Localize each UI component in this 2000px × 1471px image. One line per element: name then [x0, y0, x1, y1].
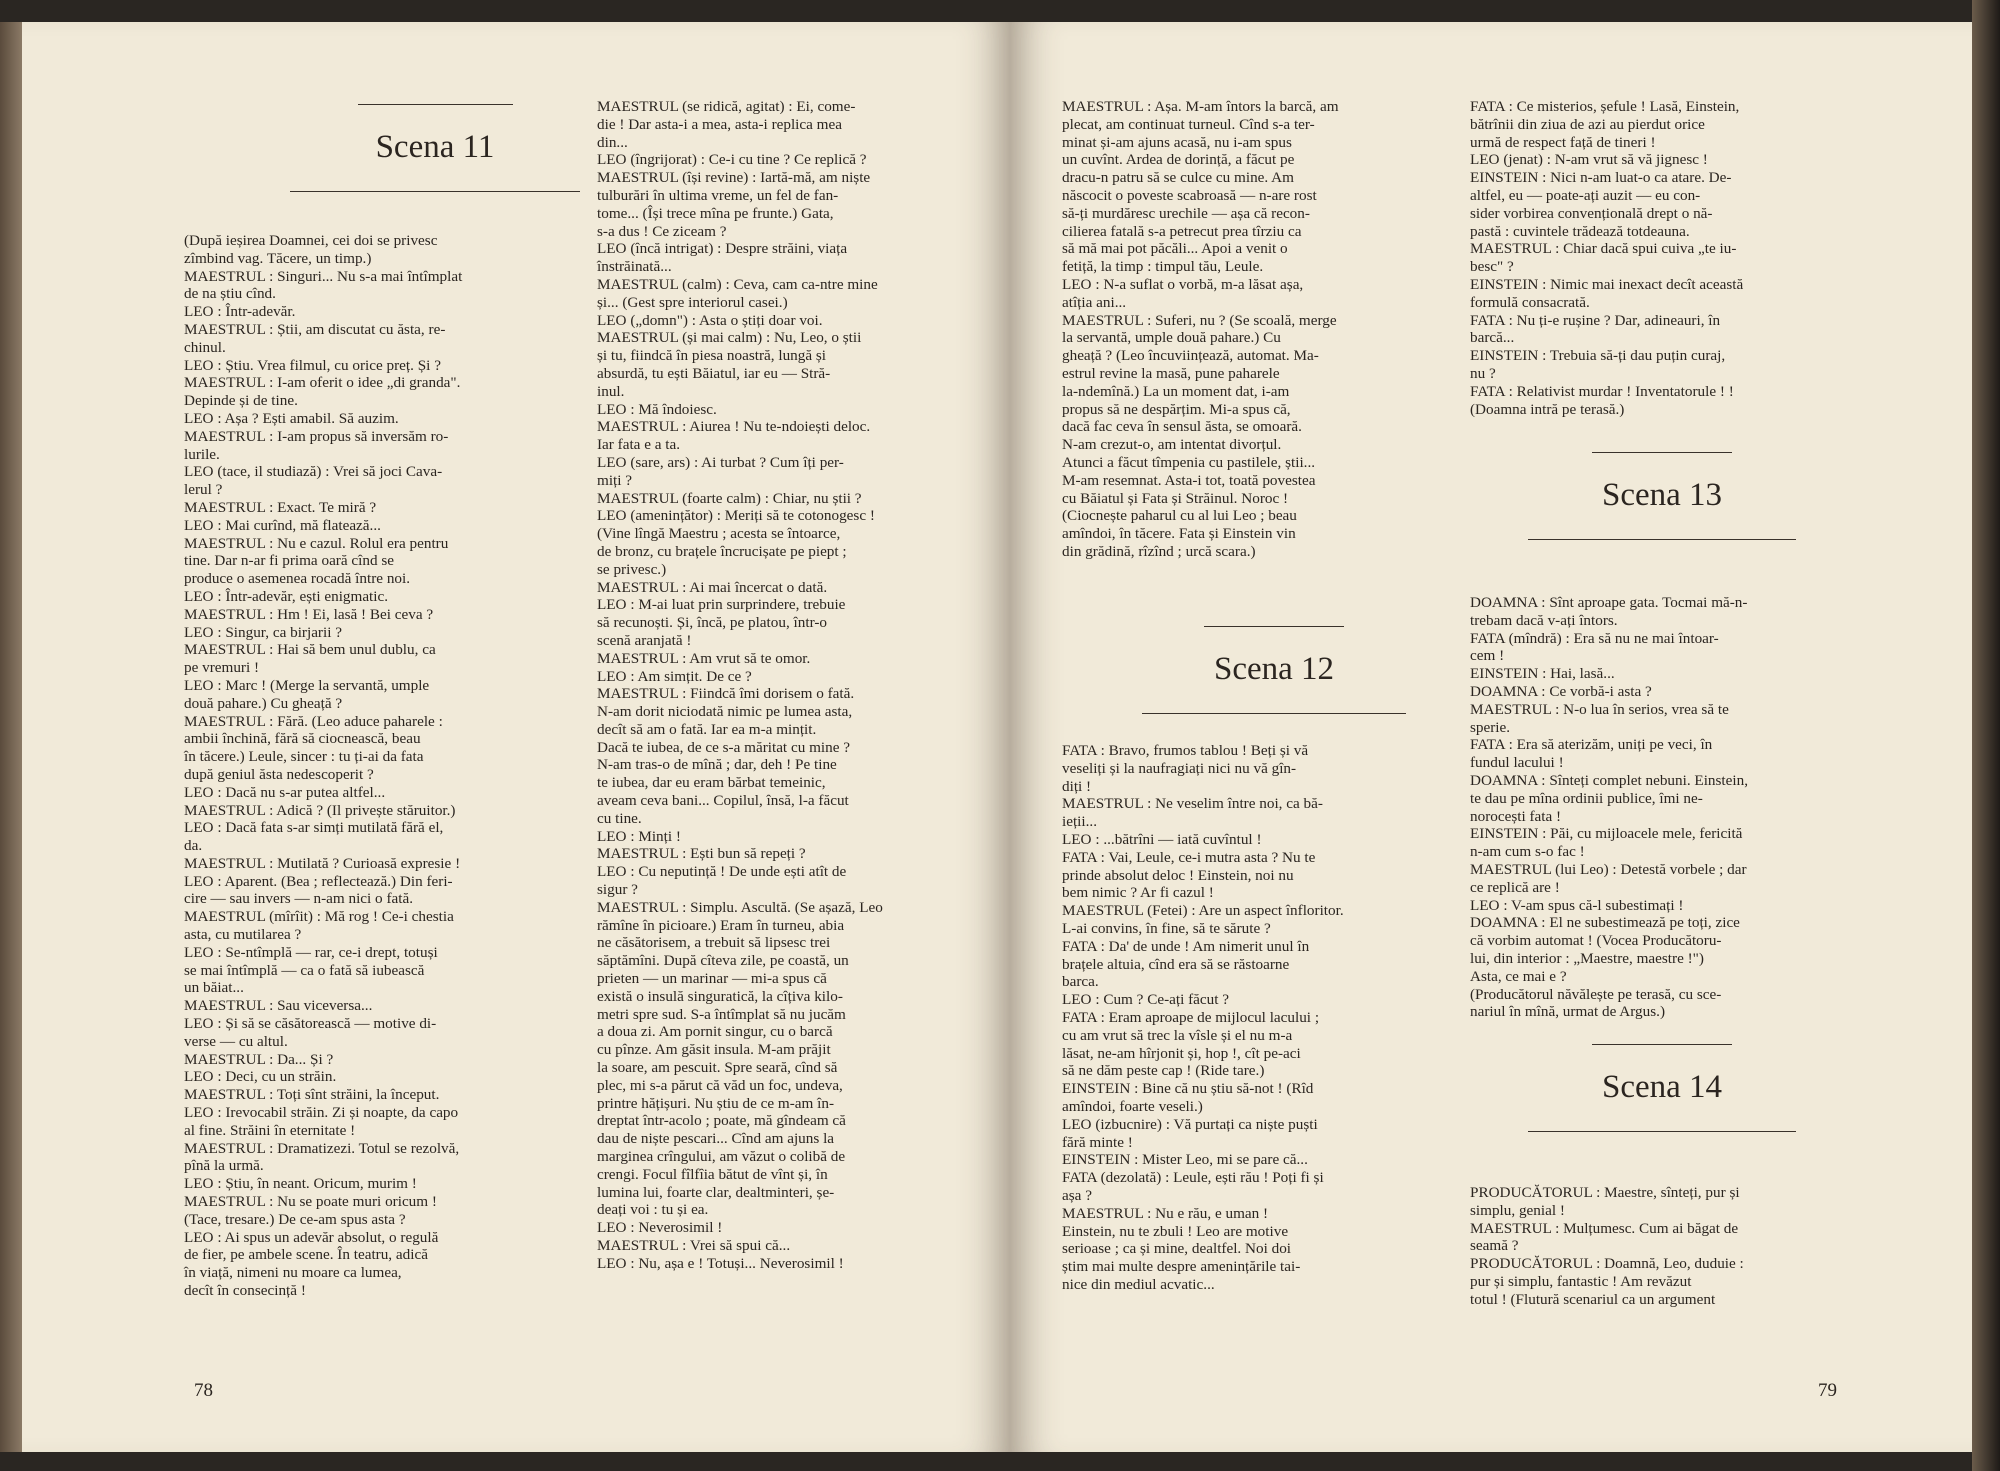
text-line: da.	[184, 837, 203, 855]
text-line: absurdă, tu ești Băiatul, iar eu — Stră-	[597, 364, 831, 382]
text-line: LEO : Irevocabil străin. Zi și noapte, da capo	[184, 1104, 459, 1122]
text-line: scenă aranjată !	[597, 631, 692, 649]
text-line: bătrînii din ziua de azi au pierdut orice	[1470, 115, 1705, 133]
text-line: N-am dorit niciodată nimic pe lumea asta,	[597, 703, 853, 721]
text-line: înstrăinată...	[597, 258, 672, 276]
scene-13-heading	[1528, 452, 1796, 540]
text-line: M-am resemnat. Asta-i tot, toată povestea	[1062, 471, 1316, 489]
right-column-1-top	[1062, 98, 1458, 561]
text-line: FATA : Relativist murdar ! Inventatorule ! !	[1470, 382, 1734, 400]
text-line: să ne dăm peste cap ! (Ride tare.)	[1062, 1062, 1265, 1080]
text-line: LEO : Neverosimil !	[597, 1219, 723, 1237]
text-line: produce o asemenea rocadă între noi.	[184, 570, 411, 588]
text-line: DOAMNA : Sînt aproape gata. Tocmai mă-n-	[1470, 594, 1748, 611]
text-line: MAESTRUL : Chiar dacă spui cuiva „te iu-	[1470, 240, 1737, 258]
text-line: formulă consacrată.	[1470, 293, 1590, 311]
text-line: MAESTRUL : Nu se poate muri oricum !	[184, 1193, 437, 1211]
text-line: deați voi : tu și ea.	[597, 1201, 709, 1219]
text-line: după geniul ăsta nedescoperit ?	[184, 765, 374, 783]
text-line: MAESTRUL : Simplu. Ascultă. (Se așază, Leo	[597, 898, 883, 916]
text-line: decît să am o fată. Iar ea m-a mințit.	[597, 720, 817, 738]
text-line: dracu-n patru să se culce cu mine. Am	[1062, 169, 1294, 187]
text-line: Depinde și de tine.	[184, 392, 298, 410]
text-line: cu am vrut să trec la vîsle și el nu m-a	[1062, 1026, 1293, 1044]
text-line: Einstein, nu te zbuli ! Leo are motive	[1062, 1222, 1289, 1240]
text-line: metri spre sud. S-a întîmplat să nu jucăm	[597, 1005, 846, 1023]
text-line: cire — sau invers — n-am nici o fată.	[184, 890, 413, 908]
text-line: chinul.	[184, 338, 226, 356]
text-line: al fine. Străini în eternitate !	[184, 1121, 356, 1139]
scene-title: Scena 13	[1601, 477, 1723, 513]
text-line: a doua zi. Am pornit singur, cu o barcă	[597, 1023, 833, 1041]
text-line: MAESTRUL : Am vrut să te omor.	[597, 649, 811, 667]
text-line: MAESTRUL : Da... Și ?	[184, 1050, 334, 1068]
book-binding-left	[0, 22, 22, 1452]
text-line: tine. Dar n-ar fi prima oară cînd se	[184, 552, 394, 570]
text-line: din grădină, rîzînd ; urcă scara.)	[1062, 542, 1256, 560]
page-number: 79	[1818, 1380, 1837, 1401]
text-line: sigur ?	[597, 881, 638, 899]
text-line: (Ciocnește paharul cu al lui Leo ; beau	[1062, 507, 1297, 525]
text-line: tulburări în ultima vreme, un fel de fan-	[597, 186, 839, 204]
text-line: MAESTRUL (își revine) : Iartă-mă, am niște	[597, 169, 871, 187]
text-line: EINSTEIN : Trebuia să-ți dau puțin curaj,	[1470, 347, 1726, 365]
text-line: pastă : cuvintele trădează totdeauna.	[1470, 222, 1690, 240]
text-line: ambii închină, fără să ciocnească, beau	[184, 730, 421, 748]
text-line: LEO : Știu, în neant. Oricum, murim !	[184, 1175, 417, 1193]
text-line: MAESTRUL : Știi, am discutat cu ăsta, re-	[184, 320, 446, 338]
text-line: nice din mediul acvatic...	[1062, 1275, 1215, 1293]
text-line: un cuvînt. Ardea de dorință, a făcut pe	[1062, 151, 1295, 169]
text-line: EINSTEIN : Hai, lasă...	[1470, 665, 1615, 683]
text-line: FATA : Ce misterios, șefule ! Lasă, Einstein,	[1470, 98, 1740, 115]
text-line: FATA : Da' de unde ! Am nimerit unul în	[1062, 937, 1310, 955]
text-line: să recunoști. Și, încă, pe platou, într-o	[597, 614, 827, 632]
text-line: LEO : Dacă fata s-ar simți mutilată fără el,	[184, 819, 444, 837]
text-line: MAESTRUL : Hm ! Ei, lasă ! Bei ceva ?	[184, 605, 434, 623]
text-line: amîndoi, în tăcere. Fata și Einstein vin	[1062, 525, 1296, 543]
text-line: din...	[597, 133, 628, 151]
text-line: (Tace, tresare.) De ce-am spus asta ?	[184, 1210, 406, 1228]
text-line: MAESTRUL : Fără. (Leo aduce paharele :	[184, 712, 443, 730]
text-line: săptămîni. După cîteva zile, pe coastă, un	[597, 952, 849, 970]
text-line: (Producătorul năvălește pe terasă, cu sce-	[1470, 985, 1722, 1003]
text-line: trebam dacă v-ați întors.	[1470, 611, 1618, 629]
text-line: LEO : Ai spus un adevăr absolut, o regulă	[184, 1228, 439, 1246]
text-line: două pahare.) Cu gheață ?	[184, 694, 343, 712]
text-line: plec, mi s-a părut că văd un foc, undeva,	[597, 1076, 843, 1094]
text-line: pînă la urmă.	[184, 1157, 264, 1175]
text-line: lui, din interior : „Maestre, maestre !")	[1470, 949, 1704, 967]
text-line: ne căsătorisem, a trebuit să lipsesc trei	[597, 934, 831, 952]
scene-title: Scena 11	[375, 129, 495, 165]
text-line: și... (Gest spre interiorul casei.)	[597, 293, 788, 311]
text-line: un băiat...	[184, 979, 244, 997]
text-line: LEO : ...bătrîni — iată cuvîntul !	[1062, 830, 1262, 848]
text-line: LEO („domn") : Asta o știți doar voi.	[597, 311, 823, 329]
text-line: FATA : Vai, Leule, ce-i mutra asta ? Nu te	[1062, 848, 1316, 866]
text-line: N-am crezut-o, am intentat divorțul.	[1062, 436, 1282, 454]
text-line: barcă...	[1470, 329, 1515, 347]
text-line: MAESTRUL : Nu e cazul. Rolul era pentru	[184, 534, 449, 552]
text-line: născocit o poveste scabroasă — n-are rost	[1062, 186, 1317, 204]
heading-rule	[1528, 539, 1796, 540]
text-line: așa ?	[1062, 1186, 1092, 1204]
text-line: s-a dus ! Ce ziceam ?	[597, 222, 727, 240]
text-line: la soare, am pescuit. Spre seară, cînd să	[597, 1059, 838, 1077]
text-line: Iar fata e a ta.	[597, 436, 681, 454]
text-line: de bronz, cu brațele încrucișate pe piept ;	[597, 542, 847, 560]
text-line: lurile.	[184, 445, 220, 463]
left-page	[22, 22, 1010, 1452]
text-line: MAESTRUL : Mutilată ? Curioasă expresie !	[184, 854, 461, 872]
text-line: MAESTRUL : N-o lua în serios, vrea să te	[1470, 700, 1729, 718]
text-line: MAESTRUL : Vrei să spui că...	[597, 1237, 791, 1254]
text-line: nariul în mînă, urmat de Argus.)	[1470, 1003, 1666, 1021]
text-line: fundul lacului !	[1470, 754, 1564, 772]
text-line: cu pînze. Am găsit insula. M-am prăjit	[597, 1041, 831, 1059]
text-line: există o insulă singuratică, la cîțiva kilo-	[597, 987, 843, 1005]
text-line: cem !	[1470, 647, 1505, 665]
text-line: LEO (sare, ars) : Ai turbat ? Cum îți per-	[597, 453, 844, 471]
text-line: L-ai convins, în fine, să te sărute ?	[1062, 919, 1271, 937]
text-line: Dacă te iubea, de ce s-a măritat cu mine ?	[597, 738, 850, 756]
text-line: totul ! (Flutură scenariul ca un argument	[1470, 1290, 1716, 1308]
text-line: LEO : Minți !	[597, 827, 681, 845]
text-line: printre hățișuri. Nu știu de ce m-am în-	[597, 1094, 835, 1112]
text-line: în viață, nimeni nu moare ca lumea,	[184, 1264, 402, 1282]
text-line: MAESTRUL : Mulțumesc. Cum ai băgat de	[1470, 1219, 1739, 1237]
text-line: zîmbind vag. Tăcere, un timp.)	[184, 249, 372, 267]
text-line: știm mai multe despre amenințările tai-	[1062, 1258, 1301, 1276]
text-line: MAESTRUL (se ridică, agitat) : Ei, come-	[597, 98, 856, 115]
text-line: LEO (izbucnire) : Vă purtați ca niște puști	[1062, 1115, 1318, 1133]
text-line: LEO : Dacă nu s-ar putea altfel...	[184, 783, 386, 801]
text-line: miți ?	[597, 471, 633, 489]
text-line: pe vremuri !	[184, 659, 260, 677]
text-line: Atunci a făcut tîmpenia cu pastilele, știi...	[1062, 453, 1316, 471]
right-page	[1010, 22, 1972, 1452]
text-line: die ! Dar asta-i a mea, asta-i replica mea	[597, 115, 842, 133]
text-line: MAESTRUL (mîrîit) : Mă rog ! Ce-i chestia	[184, 908, 454, 926]
text-line: MAESTRUL : Toți sînt străini, la început.	[184, 1086, 440, 1104]
text-line: LEO (amenințător) : Meriți să te cotonogesc !	[597, 507, 875, 525]
text-line: sider vorbirea convențională drept o nă-	[1470, 204, 1713, 222]
text-line: MAESTRUL : Singuri... Nu s-a mai întîmplat	[184, 267, 463, 285]
text-line: MAESTRUL (și mai calm) : Nu, Leo, o știi	[597, 329, 862, 347]
text-line: urmă de respect față de tineri !	[1470, 133, 1656, 151]
text-line: te dau pe mîna ordinii publice, îmi ne-	[1470, 789, 1703, 807]
text-line: lerul ?	[184, 481, 223, 499]
text-line: diți !	[1062, 777, 1092, 795]
text-line: LEO : Mă îndoiesc.	[597, 400, 717, 418]
text-line: besc" ?	[1470, 258, 1514, 276]
right-column-1-bottom	[1062, 742, 1458, 1294]
text-line: LEO : Marc ! (Merge la servantă, umple	[184, 676, 430, 694]
text-line: inul.	[597, 382, 625, 400]
text-line: de na știu cînd.	[184, 285, 276, 303]
text-line: FATA : Era să aterizăm, uniți pe veci, în	[1470, 736, 1713, 754]
text-line: de fier, pe ambele scene. În teatru, adică	[184, 1246, 428, 1264]
text-line: la-ndemînă.) La un moment dat, i-am	[1062, 382, 1290, 400]
text-line: sperie.	[1470, 718, 1511, 736]
text-line: serioase ; ca și mine, dealtfel. Noi doi	[1062, 1240, 1292, 1258]
text-line: EINSTEIN : Bine că nu știu să-not ! (Rîd	[1062, 1080, 1314, 1098]
text-line: veseliți și la naufragiați nici nu vă gîn-	[1062, 759, 1297, 777]
right-column-2-middle	[1470, 594, 1870, 1021]
text-line: LEO (încă intrigat) : Despre străini, viața	[597, 240, 848, 258]
text-line: MAESTRUL : Fiindcă îmi dorisem o fată.	[597, 685, 855, 703]
text-line: cu tine.	[597, 809, 642, 827]
text-line: MAESTRUL : I-am oferit o idee „di granda".	[184, 374, 461, 392]
text-line: amîndoi, foarte veseli.)	[1062, 1097, 1203, 1115]
text-line: LEO : Într-adevăr.	[184, 303, 296, 321]
text-line: LEO : Deci, cu un străin.	[184, 1068, 337, 1086]
text-line: MAESTRUL : Suferi, nu ? (Se scoală, merge	[1062, 311, 1337, 329]
text-line: și tu, fiindcă în piesa noastră, lungă și	[597, 347, 827, 365]
text-line: cilierea fatală s-a petrecut prea tîrziu ca	[1062, 222, 1302, 240]
text-line: propus să ne despărțim. Mi-a spus că,	[1062, 400, 1291, 418]
text-line: LEO : Mai curînd, mă flatează...	[184, 516, 381, 534]
text-line: (Vine lîngă Maestru ; acesta se întoarce,	[597, 525, 841, 543]
text-line: ce replică are !	[1470, 878, 1560, 896]
text-line: n-am cum s-o fac !	[1470, 843, 1585, 861]
book-edge-right	[1972, 0, 2000, 1471]
text-line: FATA (dezolată) : Leule, ești rău ! Poți fi și	[1062, 1169, 1324, 1187]
text-line: se privesc.)	[597, 560, 667, 578]
text-line: (Doamna intră pe terasă.)	[1470, 400, 1625, 418]
scene-12-heading	[1142, 626, 1406, 714]
text-line: LEO : Nu, așa e ! Totuși... Neverosimil !	[597, 1254, 844, 1272]
text-line: bem nimic ? Ar fi cazul !	[1062, 884, 1214, 902]
text-line: gheață ? (Leo încuviințează, automat. Ma-	[1062, 347, 1319, 365]
text-line: cu Băiatul și Fata și Străinul. Noroc !	[1062, 489, 1289, 507]
right-column-2-bottom	[1470, 1184, 1870, 1309]
text-line: verse — cu altul.	[184, 1032, 288, 1050]
text-line: LEO : Am simțit. De ce ?	[597, 667, 752, 685]
text-line: MAESTRUL : Exact. Te miră ?	[184, 498, 377, 516]
text-line: LEO : Așa ? Ești amabil. Să auzim.	[184, 409, 399, 427]
text-line: dacă fac ceva în sensul ăsta, se omoară.	[1062, 418, 1302, 436]
heading-rule	[290, 191, 580, 192]
text-line: MAESTRUL : Ne veselim între noi, ca bă-	[1062, 795, 1323, 813]
text-line: LEO : Și să se căsătorească — motive di-	[184, 1015, 437, 1033]
text-line: crengi. Focul fîlfîia bătut de vînt și, în	[597, 1165, 828, 1183]
text-line: pur și simplu, fantastic ! Am revăzut	[1470, 1272, 1692, 1290]
text-line: LEO : Singur, ca birjarii ?	[184, 623, 342, 641]
text-line: barca.	[1062, 973, 1099, 991]
text-line: LEO : Știu. Vrea filmul, cu orice preț. Și ?	[184, 356, 441, 374]
text-line: MAESTRUL (lui Leo) : Detestă vorbele ; dar	[1470, 860, 1747, 878]
text-line: MAESTRUL : Ești bun să repeți ?	[597, 845, 806, 863]
text-line: să mă mai pot păcăli... Apoi a venit o	[1062, 240, 1288, 258]
text-line: LEO : M-ai luat prin surprindere, trebuie	[597, 596, 846, 614]
text-line: MAESTRUL (foarte calm) : Chiar, nu știi ?	[597, 489, 862, 507]
text-line: marginea crîngului, am văzut o colibă de	[597, 1148, 846, 1166]
text-line: lăsat, ne-am hîrjonit și, hop !, cît pe-aci	[1062, 1044, 1301, 1062]
text-line: LEO : Într-adevăr, ești enigmatic.	[184, 587, 389, 605]
text-line: MAESTRUL (Fetei) : Are un aspect înfloritor.	[1062, 902, 1344, 920]
text-line: atîția ani...	[1062, 293, 1127, 311]
text-line: LEO (jenat) : N-am vrut să vă jignesc !	[1470, 151, 1708, 169]
text-line: brațele altuia, cînd era să se răstoarne	[1062, 955, 1290, 973]
text-line: nu ?	[1470, 364, 1496, 382]
text-line: MAESTRUL : Dramatizezi. Totul se rezolvă,	[184, 1139, 460, 1157]
text-line: (După ieșirea Doamnei, cei doi se privesc	[184, 232, 438, 249]
text-line: Asta, ce mai e ?	[1470, 967, 1567, 985]
scene-11-heading	[290, 104, 580, 192]
text-line: fără minte !	[1062, 1133, 1133, 1151]
text-line: dreptat într-acolo ; poate, mă gîndeam că	[597, 1112, 846, 1130]
text-line: LEO (îngrijorat) : Ce-i cu tine ? Ce replică ?	[597, 151, 867, 169]
text-line: MAESTRUL : Adică ? (Il privește stăruitor.)	[184, 801, 456, 819]
text-line: FATA : Nu ți-e rușine ? Dar, adineauri, în	[1470, 311, 1721, 329]
text-line: MAESTRUL : Hai să bem unul dublu, ca	[184, 641, 436, 659]
text-line: MAESTRUL : Aiurea ! Nu te-ndoiești deloc.	[597, 418, 871, 436]
text-line: altfel, eu — poate-ați auzit — eu con-	[1470, 186, 1701, 204]
text-line: asta, cu mutilarea ?	[184, 926, 302, 944]
text-line: LEO (tace, il studiază) : Vrei să joci Cava-	[184, 463, 443, 481]
text-line: prieten — un marinar — mi-a spus că	[597, 970, 827, 988]
text-line: DOAMNA : El ne subestimează pe toți, zice	[1470, 914, 1740, 932]
text-line: EINSTEIN : Nici n-am luat-o ca atare. De-	[1470, 169, 1732, 187]
text-line: LEO : Se-ntîmplă — rar, ce-i drept, totuși	[184, 943, 438, 961]
text-line: DOAMNA : Ce vorbă-i asta ?	[1470, 682, 1652, 700]
text-line: LEO : Aparent. (Bea ; reflectează.) Din feri-	[184, 872, 453, 890]
text-line: MAESTRUL : I-am propus să inversăm ro-	[184, 427, 449, 445]
text-line: tome... (Își trece mîna pe frunte.) Gata,	[597, 204, 834, 222]
text-line: EINSTEIN : Nimic mai inexact decît această	[1470, 275, 1744, 293]
text-line: fetiță, la timp : timpul tău, Leule.	[1062, 258, 1264, 276]
heading-rule	[1528, 1131, 1796, 1132]
text-line: că vorbim automat ! (Vocea Producătoru-	[1470, 932, 1722, 950]
text-line: MAESTRUL : Așa. M-am întors la barcă, am	[1062, 98, 1339, 115]
text-line: FATA : Bravo, frumos tablou ! Beți și vă	[1062, 742, 1309, 759]
text-line: LEO : V-am spus că-l subestimați !	[1470, 896, 1684, 914]
scene-14-heading	[1528, 1044, 1796, 1132]
text-line: MAESTRUL : Sau viceversa...	[184, 997, 373, 1015]
text-line: EINSTEIN : Păi, cu mijloacele mele, fericită	[1470, 825, 1743, 843]
text-line: dau de niște pescari... Cînd am ajuns la	[597, 1130, 835, 1148]
text-line: prinde absolut deloc ! Einstein, noi nu	[1062, 866, 1294, 884]
text-line: simplu, genial !	[1470, 1201, 1565, 1219]
text-line: LEO : Cu neputință ! De unde ești atît de	[597, 863, 847, 881]
text-line: în tăcere.) Leule, sincer : tu ți-ai da fata	[184, 748, 424, 766]
text-line: PRODUCĂTORUL : Maestre, sînteți, pur și	[1470, 1184, 1740, 1201]
text-line: aveam ceva bani... Copilul, însă, l-a făcut	[597, 792, 849, 810]
text-line: MAESTRUL : Ai mai încercat o dată.	[597, 578, 828, 596]
text-line: seamă ?	[1470, 1237, 1519, 1255]
text-line: EINSTEIN : Mister Leo, mi se pare că...	[1062, 1151, 1308, 1169]
text-line: N-am tras-o de mînă ; dar, deh ! Pe tine	[597, 756, 837, 774]
text-line: FATA : Eram aproape de mijlocul lacului ;	[1062, 1008, 1320, 1026]
scene-title: Scena 12	[1213, 651, 1335, 687]
text-line: plecat, am continuat turneul. Cînd s-a ter-	[1062, 115, 1315, 133]
text-line: ieții...	[1062, 813, 1098, 831]
text-line: norocești fata !	[1470, 807, 1562, 825]
text-line: decît în consecință !	[184, 1282, 306, 1300]
right-column-2-top	[1470, 98, 1870, 418]
text-line: să-ți murdăresc urechile — așa că recon-	[1062, 204, 1310, 222]
left-column-1	[184, 232, 580, 1300]
heading-rule	[1142, 713, 1406, 714]
scene-title: Scena 14	[1601, 1069, 1723, 1105]
text-line: te iubea, dar eu eram bărbat temeinic,	[597, 774, 826, 792]
text-line: MAESTRUL (calm) : Ceva, cam ca-ntre mine	[597, 275, 878, 293]
page-number: 78	[194, 1380, 213, 1401]
text-line: LEO : N-a suflat o vorbă, m-a lăsat așa,	[1062, 275, 1304, 293]
text-line: MAESTRUL : Nu e rău, e uman !	[1062, 1204, 1269, 1222]
text-line: minat și-am ajuns acasă, nu i-am spus	[1062, 133, 1292, 151]
left-column-2	[597, 98, 995, 1273]
text-line: LEO : Cum ? Ce-ați făcut ?	[1062, 991, 1230, 1009]
text-line: la servantă, umple două pahare.) Cu	[1062, 329, 1281, 347]
text-line: DOAMNA : Sînteți complet nebuni. Einstein,	[1470, 771, 1748, 789]
text-line: se mai întîmplă — ca o fată să iubească	[184, 961, 425, 979]
text-line: rămîne în picioare.) Eram în turneu, abia	[597, 916, 845, 934]
text-line: lumina lui, foarte clar, dealtminteri, șe-	[597, 1183, 835, 1201]
text-line: PRODUCĂTORUL : Doamnă, Leo, duduie :	[1470, 1255, 1744, 1273]
text-line: FATA (mîndră) : Era să nu ne mai întoar-	[1470, 629, 1719, 647]
text-line: estrul revine la masă, pune paharele	[1062, 364, 1280, 382]
